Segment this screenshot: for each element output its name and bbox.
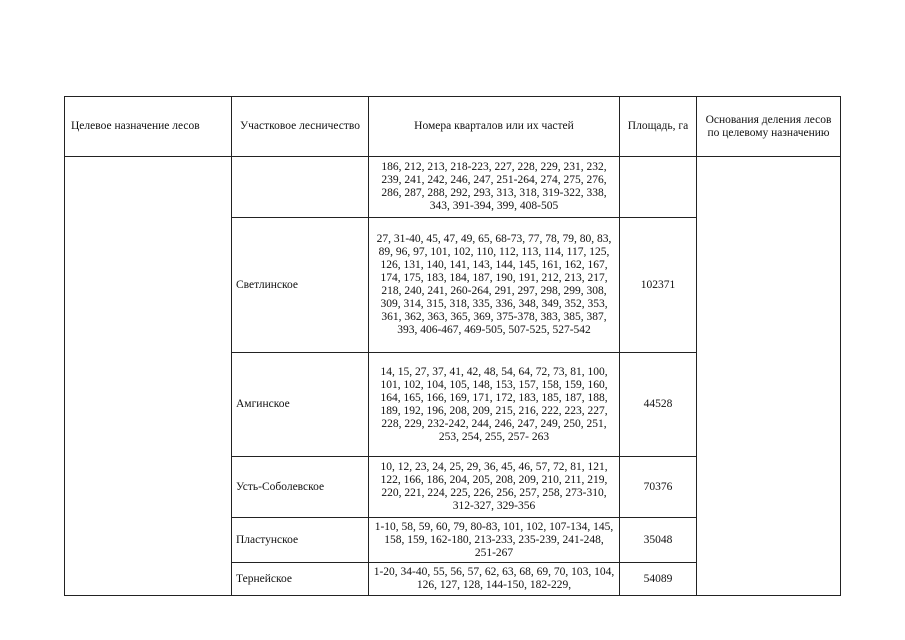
district-cell [232, 157, 369, 218]
area-cell: 70376 [620, 457, 697, 518]
blocks-cell: 1-20, 34-40, 55, 56, 57, 62, 63, 68, 69, 70, 103, 104, 126, 127, 128, 144-150, 182-229, [369, 563, 620, 596]
header-blocks: Номера кварталов или их частей [369, 97, 620, 157]
area-cell: 44528 [620, 353, 697, 457]
basis-cell [697, 157, 841, 596]
district-cell: Пластунское [232, 518, 369, 563]
district-cell: Светлинское [232, 218, 369, 353]
area-cell [620, 157, 697, 218]
blocks-cell: 10, 12, 23, 24, 25, 29, 36, 45, 46, 57, 72, 81, 121, 122, 166, 186, 204, 205, 208, 209, 210, 211, 219, 220, 221, 224, 225, 226, 256, 257, 258, 273-310, 312-327, 329-356 [369, 457, 620, 518]
district-cell: Амгинское [232, 353, 369, 457]
area-cell: 54089 [620, 563, 697, 596]
blocks-cell: 14, 15, 27, 37, 41, 42, 48, 54, 64, 72, 73, 81, 100, 101, 102, 104, 105, 148, 153, 157, 158, 159, 160, 164, 165, 166, 169, 171, 172, 183, 185, 187, 188, 189, 192, 196, 208, 209, 215, 216, 222, 223, 227, 228, 229, 232-242, 244, 246, 247, 249, 250, 251, 253, 254, 255, 257- 263 [369, 353, 620, 457]
purpose-cell [65, 157, 232, 596]
header-purpose: Целевое назначение лесов [65, 97, 232, 157]
header-district: Участковое лесничество [232, 97, 369, 157]
table-header-row [65, 97, 841, 157]
area-cell: 35048 [620, 518, 697, 563]
forest-purpose-table [64, 96, 841, 596]
blocks-cell: 186, 212, 213, 218-223, 227, 228, 229, 231, 232, 239, 241, 242, 246, 247, 251-264, 274, 275, 276, 286, 287, 288, 292, 293, 313, 318, 319-322, 338, 343, 391-394, 399, 408-505 [369, 157, 620, 218]
blocks-cell: 27, 31-40, 45, 47, 49, 65, 68-73, 77, 78, 79, 80, 83, 89, 96, 97, 101, 102, 110, 112, 113, 114, 117, 125, 126, 131, 140, 141, 143, 144, 145, 161, 162, 167, 174, 175, 183, 184, 187, 190, 191, 212, 213, 217, 218, 240, 241, 260-264, 291, 297, 298, 299, 308, 309, 314, 315, 318, 335, 336, 348, 349, 352, 353, 361, 362, 363, 365, 369, 375-378, 383, 385, 387, 393, 406-467, 469-505, 507-525, 527-542 [369, 218, 620, 353]
blocks-cell: 1-10, 58, 59, 60, 79, 80-83, 101, 102, 107-134, 145, 158, 159, 162-180, 213-233, 235-239, 241-248, 251-267 [369, 518, 620, 563]
district-cell: Усть-Соболевское [232, 457, 369, 518]
header-basis: Основания деления лесов по целевому назначению [697, 97, 841, 157]
district-cell: Тернейское [232, 563, 369, 596]
table-row [65, 157, 841, 218]
area-cell: 102371 [620, 218, 697, 353]
header-area: Площадь, га [620, 97, 697, 157]
